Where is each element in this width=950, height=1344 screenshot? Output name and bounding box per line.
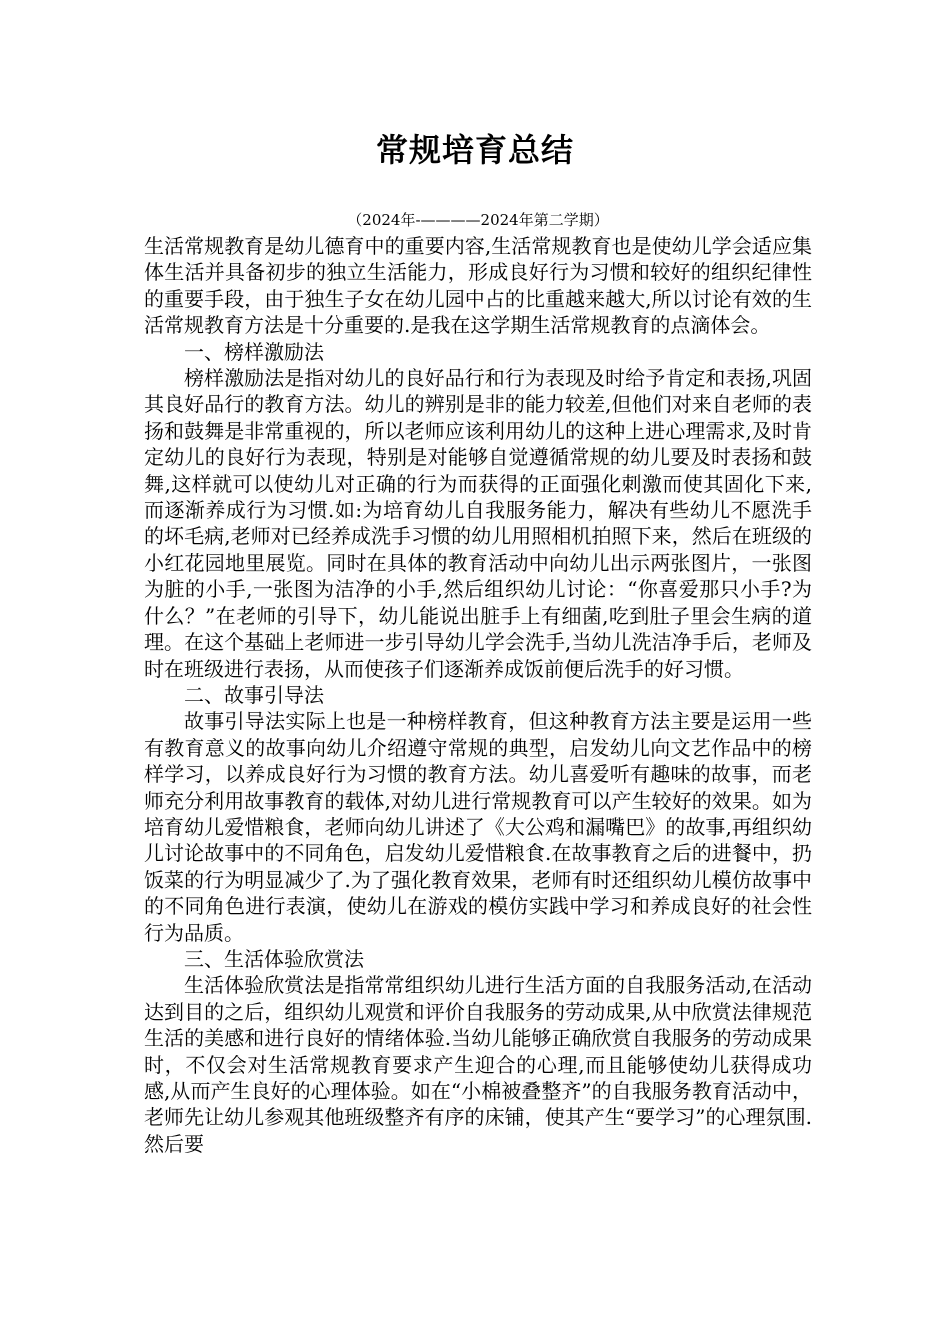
document-subtitle: （2024年-————2024年第二学期） (347, 211, 609, 229)
section-heading-2: 二、故事引导法 (184, 682, 324, 707)
section-paragraph-2: 故事引导法实际上也是一种榜样教育，但这种教育方法主要是运用一些有教育意义的故事向幼儿介绍遵守常规的典型，启发幼儿向文艺作品中的榜样学习，以养成良好行为习惯的教育方法。幼儿喜爱听有趣味的故事，而老师充分利用故事教育的载体,对幼儿进行常规教育可以产生较好的效果。如为培育幼儿爱惜粮食，老师向幼儿讲述了《大公鸡和漏嘴巴》的故事,再组织幼儿讨论故事中的不同角色，启发幼儿爱惜粮食.在故事教育之后的进餐中，扔饭菜的行为明显减少了.为了强化教育效果，老师有时还组织幼儿模仿故事中的不同角色进行表演，使幼儿在游戏的模仿实践中学习和养成良好的社会性行为品质。 (144, 709, 812, 945)
intro-paragraph: 生活常规教育是幼儿德育中的重要内容,生活常规教育也是使幼儿学会适应集体生活并具备初步的独立生活能力，形成良好行为习惯和较好的组织纪律性的重要手段，由于独生子女在幼儿园中占的比重越来越大,所以讨论有效的生活常规教育方法是十分重要的.是我在这学期生活常规教育的点滴体会。 (144, 234, 812, 338)
section-paragraph-1: 榜样激励法是指对幼儿的良好品行和行为表现及时给予肯定和表扬,巩固其良好品行的教育方法。幼儿的辨别是非的能力较差,但他们对来自老师的表扬和鼓舞是非常重视的，所以老师应该利用幼儿的这种上进心理需求,及时肯定幼儿的良好行为表现，特别是对能够自觉遵循常规的幼儿要及时表扬和鼓舞,这样就可以使幼儿对正确的行为而获得的正面强化刺激而使其固化下来,而逐渐养成行为习惯.如:为培育幼儿自我服务能力，解决有些幼儿不愿洗手的坏毛病,老师对已经养成洗手习惯的幼儿用照相机拍照下来，然后在班级的小红花园地里展览。同时在具体的教育活动中向幼儿出示两张图片，一张图为脏的小手,一张图为洁净的小手,然后组织幼儿讨论：“你喜爱那只小手?为什么？”在老师的引导下，幼儿能说出脏手上有细菌,吃到肚子里会生病的道理。在这个基础上老师进一步引导幼儿学会洗手,当幼儿洗洁净手后，老师及时在班级进行表扬，从而使孩子们逐渐养成饭前便后洗手的好习惯。 (144, 366, 812, 681)
document-title: 常规培育总结 (375, 131, 574, 169)
document-body (144, 207, 812, 1157)
section-heading-3: 三、生活体验欣赏法 (184, 946, 364, 971)
section-paragraph-3: 生活体验欣赏法是指常常组织幼儿进行生活方面的自我服务活动,在活动达到目的之后，组织幼儿观赏和评价自我服务的劳动成果,从中欣赏法律规范生活的美感和进行良好的情绪体验.当幼儿能够正确欣赏自我服务的劳动成果时，不仅会对生活常规教育要求产生迎合的心理,而且能够使幼儿获得成功感,从而产生良好的心理体验。如在“小棉被叠整齐”的自我服务教育活动中，老师先让幼儿参观其他班级整齐有序的床铺，使其产生“要学习”的心理氛围.然后要 (144, 973, 812, 1156)
section-heading-1: 一、榜样激励法 (184, 339, 324, 364)
